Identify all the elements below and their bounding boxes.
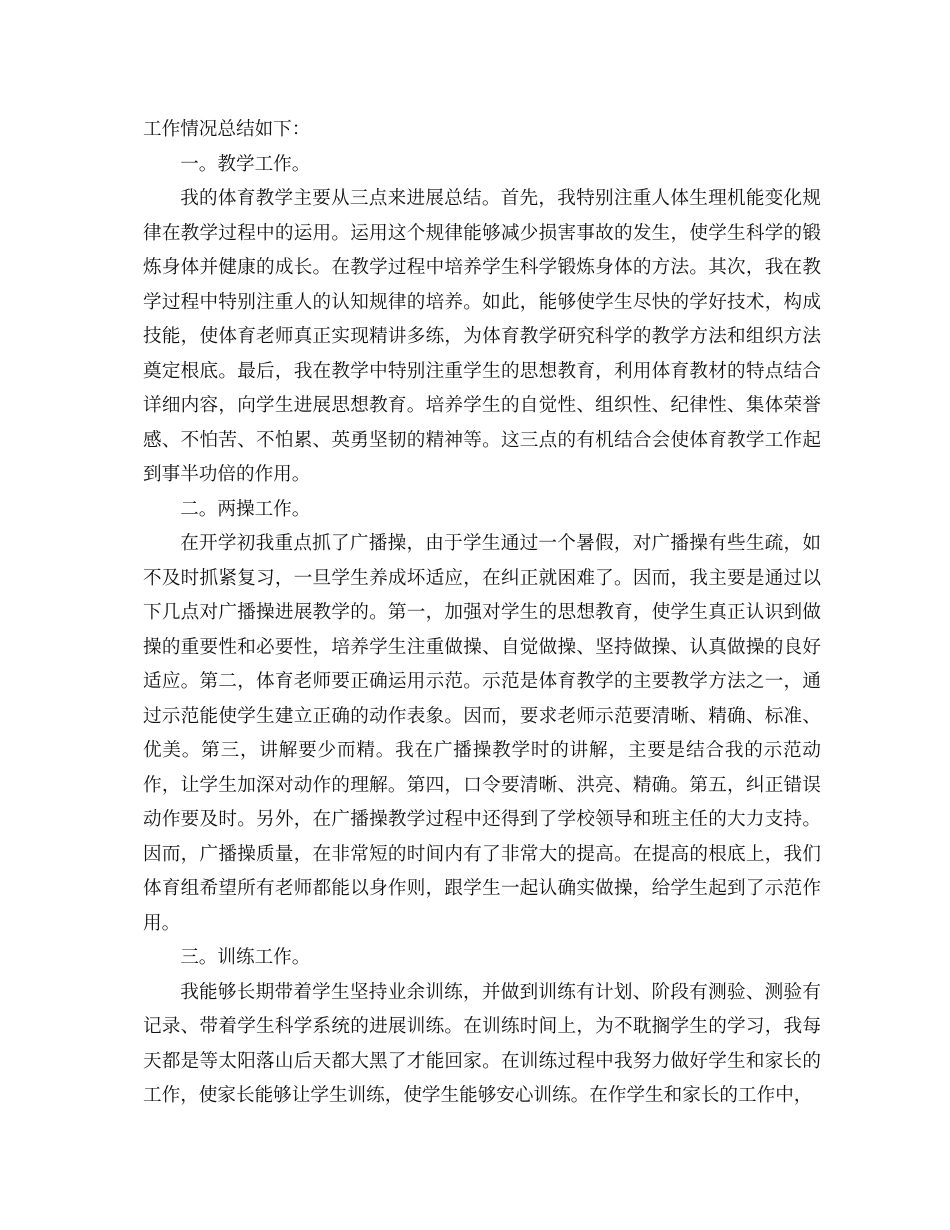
paragraph-training: 我能够长期带着学生坚持业余训练，并做到训练有计划、阶段有测验、测验有记录、带着学生科学系统的进展训练。在训练时间上，为不耽搁学生的学习，我每天都是等太阳落山后天都大黑了才能回家。在训练过程中我努力做好学生和家长的工作，使家长能够让学生训练，使学生能够安心训练。在作学生和家长的工作中， <box>143 981 821 1106</box>
paragraph-teaching: 我的体育教学主要从三点来进展总结。首先，我特别注重人体生理机能变化规律在教学过程中的运用。运用这个规律能够减少损害事故的发生，使学生科学的锻炼身体并健康的成长。在教学过程中培养学生科学锻炼身体的方法。其次，我在教学过程中特别注重人的认知规律的培养。如此，能够使学生尽快的学好技术，构成技能，使体育老师真正实现精讲多练，为体育教学研究科学的教学方法和组织方法奠定根底。最后，我在教学中特别注重学生的思想教育，利用体育教材的特点结合详细内容，向学生进展思想教育。培养学生的自觉性、组织性、纪律性、集体荣誉感、不怕苦、不怕累、英勇坚韧的精神等。这三点的有机结合会使体育教学工作起到事半功倍的作用。 <box>143 188 821 485</box>
paragraph-exercises: 在开学初我重点抓了广播操，由于学生通过一个暑假，对广播操有些生疏，如不及时抓紧复习，一旦学生养成坏适应，在纠正就困难了。因而，我主要是通过以下几点对广播操进展教学的。第一，加强对学生的思想教育，使学生真正认识到做操的重要性和必要性，培养学生注重做操、自觉做操、坚持做操、认真做操的良好适应。第二，体育老师要正确运用示范。示范是体育教学的主要教学方法之一，通过示范能使学生建立正确的动作表象。因而，要求老师示范要清晰、精确、标准、优美。第三，讲解要少而精。我在广播操教学时的讲解，主要是结合我的示范动作，让学生加深对动作的理解。第四，口令要清晰、洪亮、精确。第五，纠正错误动作要及时。另外，在广播操教学过程中还得到了学校领导和班主任的大力支持。因而，广播操质量，在非常短的时间内有了非常大的提高。在提高的根底上，我们体育组希望所有老师都能以身作则，跟学生一起认确实做操，给学生起到了示范作用。 <box>143 533 821 934</box>
intro-line: 工作情况总结如下： <box>143 119 311 140</box>
section-heading-exercises: 二。两操工作。 <box>180 498 311 520</box>
section-heading-teaching: 一。教学工作。 <box>180 153 311 175</box>
section-heading-training: 三。训练工作。 <box>180 947 311 968</box>
document-body <box>143 113 821 1114</box>
